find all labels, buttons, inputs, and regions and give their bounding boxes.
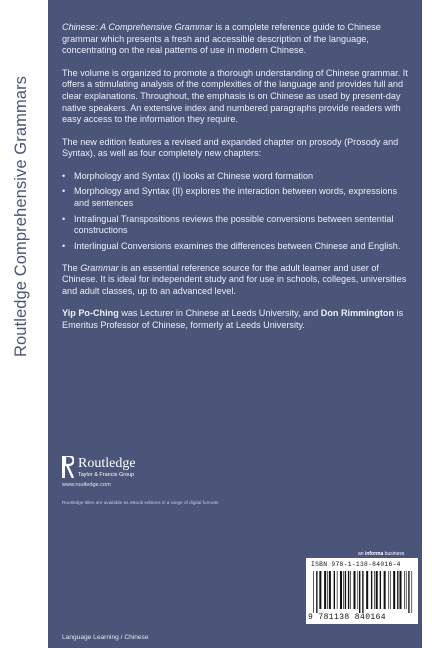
barcode-bar — [362, 571, 363, 613]
series-title: Routledge Comprehensive Grammars — [12, 75, 31, 357]
blurb-paragraph-3: The new edition features a revised and expanded chapter on prosody (Prosody and Syntax), as well as four completely new chapters: — [62, 136, 399, 159]
barcode-bar — [371, 571, 372, 609]
barcode-bar — [388, 571, 389, 609]
list-item: • Intralingual Transpositions reviews the possible conversions between sentential constructions — [62, 213, 394, 236]
barcode-bar — [327, 571, 328, 609]
blurb — [62, 22, 412, 342]
blurb-paragraph-4: The Grammar is an essential reference source for the adult learner and user of Chinese. It is ideal for independent study and for use in schools, colleges, universities and adult classes, up to an advanced level. — [62, 262, 407, 297]
routledge-logo-icon — [62, 456, 74, 478]
barcode-bar — [313, 571, 314, 613]
blurb-paragraph-2: The volume is organized to promote a thorough understanding of Chinese grammar. It offers a stimulating analysis of the complexities of the language and provides full and clear explanations. Throughout, the emphasis is on Chinese as used by present-day native speakers. An extensive index and numbered paragraphs provide readers with easy access to the information they require. — [62, 67, 408, 125]
publisher-group: Taylor & Francis Group — [78, 472, 135, 478]
list-item: • Morphology and Syntax (I) looks at Chinese word formation — [62, 170, 314, 181]
list-item: • Morphology and Syntax (II) explores the interaction between words, expressions and sentences — [62, 186, 397, 208]
barcode-bar — [397, 571, 398, 609]
barcode-bar — [380, 571, 381, 609]
book-title: Chinese: A Comprehensive Grammar — [62, 22, 213, 32]
cover-panel — [48, 0, 422, 648]
barcode-bar — [408, 571, 409, 613]
list-item: • Interlingual Conversions examines the differences between Chinese and English. — [62, 241, 401, 252]
barcode-bar — [316, 571, 317, 613]
barcode-bar — [337, 571, 338, 609]
blurb-paragraph-1: Chinese: A Comprehensive Grammar is a complete reference guide to Chinese grammar which presents a fresh and accessible description of the language, concentrating on the real patterns of use in modern Chinese. — [62, 22, 381, 56]
barcode-bar — [348, 571, 349, 609]
barcode-bar — [343, 571, 344, 609]
barcode — [306, 558, 418, 624]
barcode-bar — [329, 571, 331, 609]
bullet-icon: • — [62, 213, 66, 224]
barcode-digits: 9 781138 840164 — [308, 613, 387, 622]
bullet-icon: • — [62, 241, 66, 252]
barcode-bar — [345, 571, 346, 609]
barcode-bar — [357, 571, 358, 609]
bullet-icon: • — [62, 170, 66, 181]
subject-category: Language Learning / Chinese — [62, 634, 149, 641]
barcode-bar — [324, 571, 326, 609]
publisher-name: Routledge — [78, 456, 136, 471]
spine — [0, 0, 48, 648]
informa-note: an informa business — [358, 551, 405, 557]
barcode-bar — [400, 571, 402, 609]
barcode-bar — [390, 571, 391, 609]
barcode-bar — [359, 571, 360, 613]
isbn-label: ISBN 978-1-138-84016-4 — [311, 561, 401, 568]
barcode-bar — [376, 571, 378, 609]
barcode-bar — [340, 571, 342, 609]
barcode-bar — [350, 571, 351, 609]
page-edge — [422, 0, 432, 648]
author-name: Don Rimmington — [320, 308, 395, 319]
barcode-bar — [319, 571, 321, 609]
publisher-website: www.routledge.com — [62, 482, 111, 488]
barcode-bar — [374, 571, 375, 609]
ebook-note: Routledge titles are available as eBook editions in a range of digital formats — [62, 500, 219, 505]
bullet-icon: • — [62, 186, 66, 197]
barcode-bars — [313, 571, 413, 613]
barcode-bar — [404, 571, 405, 609]
barcode-bar — [411, 571, 412, 613]
barcode-bar — [406, 571, 407, 609]
barcode-bar — [366, 571, 368, 609]
barcode-bar — [393, 571, 395, 609]
author-bio: Yip Po-Ching was Lecturer in Chinese at Leeds University, and Don Rimmington is Emeritus Professor of Chinese, formerly at Leeds University. — [62, 308, 404, 331]
chapter-list — [62, 171, 412, 253]
barcode-bar — [334, 571, 335, 609]
barcode-bar — [353, 571, 355, 609]
barcode-bar — [384, 571, 386, 609]
author-name: Yip Po-Ching — [62, 308, 119, 319]
